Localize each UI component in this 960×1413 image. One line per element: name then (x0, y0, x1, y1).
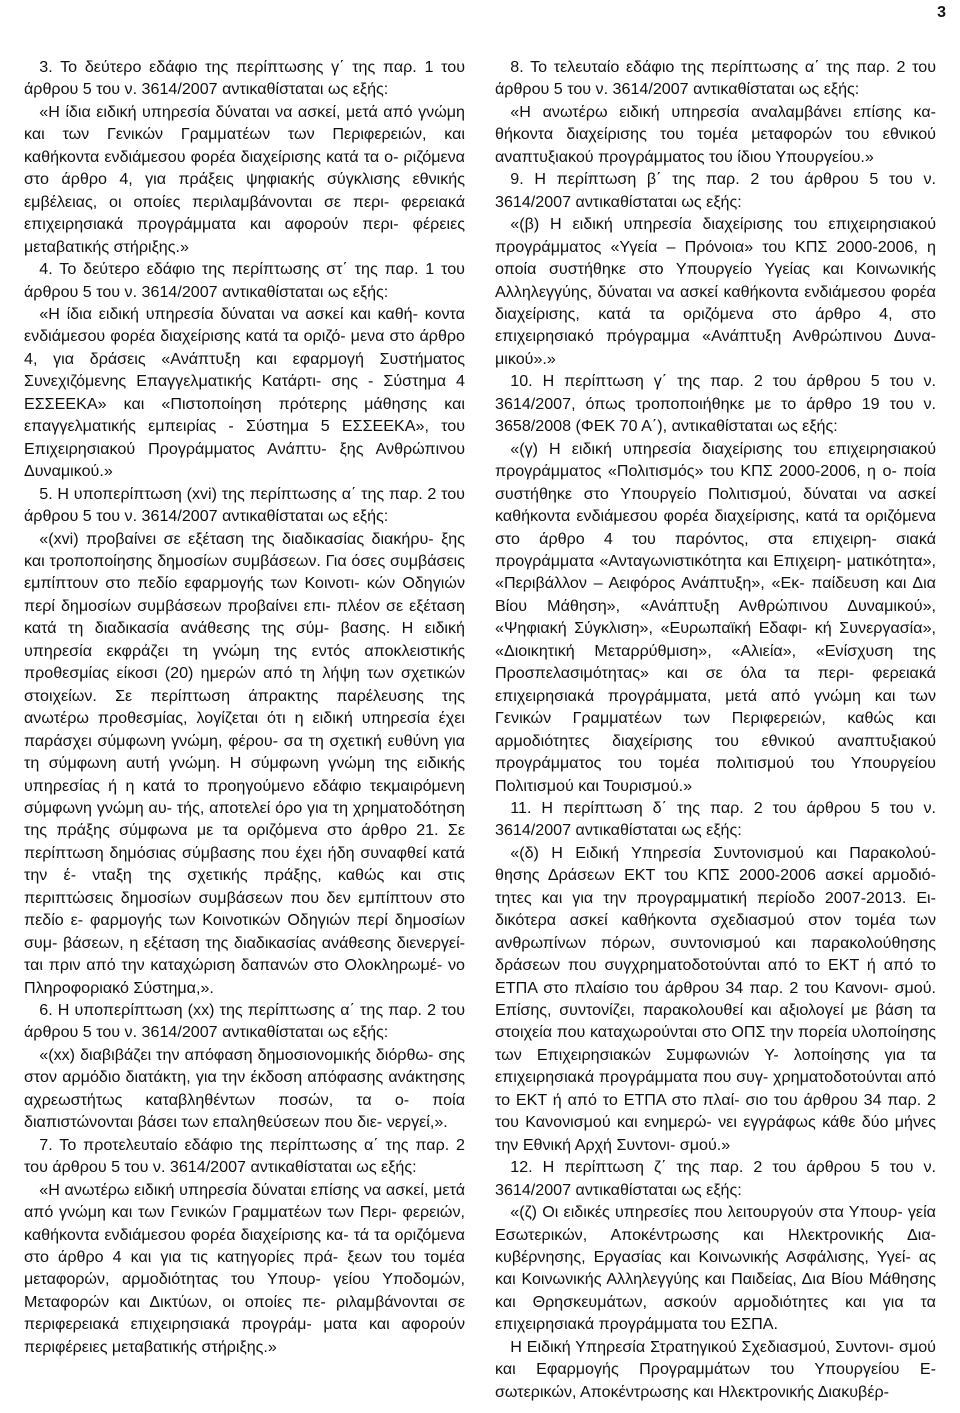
paragraph: 7. Το προτελευταίο εδάφιο της περίπτωσης α΄ της παρ. 2 του άρθρου 5 του ν. 3614/2007 αντικαθίσταται ως εξής: (24, 1135, 465, 1177)
paragraph: «(xvi) προβαίνει σε εξέταση της διαδικασίας διακήρυ- ξης και τροποποίησης δημοσίων συμβάσεων. Για όσες συμβάσεις εμπίπτουν στο πεδίο εφαρμογής των Κοινοτι- κών Οδηγιών περί δημοσίων συμβάσεων προβαίνει επι- πλέον σε εξέταση κατά τη διαδικασία ανάθεσης της σύμ- βασης. Η ειδική υπηρεσία εκφράζει τη γνώμη της εντός αποκλειστικής προθεσμίας είκοσι (20) ημερών από τη λήψη των σχετικών στοιχείων. Σε περίπτωση άπρακτης παρέλευσης της ανωτέρω προθεσμίας, λογίζεται ότι η ειδική υπηρεσία έχει παράσχει σύμφωνη γνώμη, φέρου- σα τη σχετική ευθύνη για τη σύμφωνη αυτή γνώμη. Η σύμφωνη γνώμη της ειδικής υπηρεσίας ή η κατά το προηγούμενο εδάφιο τεκμαιρόμενη σύμφωνη γνώμη αυ- τής, αποτελεί όρο για τη χρηματοδότηση της πράξης σύμφωνα με τα οριζόμενα στο άρθρο 21. Σε περίπτωση δημόσιας σύμβασης που έχει ήδη συναφθεί κατά την έ- νταξη της σχετικής πράξης, καθώς και στις περιπτώσεις δημοσίων συμβάσεων που δεν εμπίπτουν στο πεδίο ε- φαρμογής των Κοινοτικών Οδηγιών περί δημοσίων συμ- βάσεων, η εξέταση της διαδικασίας ανάθεσης διενεργεί- ται πριν από την καταχώριση δαπανών στο Ολοκληρωμέ- νο Πληροφοριακό Σύστημα,». (24, 529, 465, 997)
paragraph: «Η ίδια ειδική υπηρεσία δύναται να ασκεί, μετά από γνώμη και των Γενικών Γραμματέων των Περιφερειών, και καθήκοντα ενδιάμεσου φορέα διαχείρισης κατά τα ο- ριζόμενα στο άρθρο 4, για πράξεις ψηφιακής σύγκλισης εθνικής εμβέλειας, οι οποίες περιλαμβάνονται σε περι- φερειακά επιχειρησιακά προγράμματα και αφορούν περι- φέρειες μεταβατικής στήριξης.» (24, 102, 465, 256)
paragraph: 5. Η υποπερίπτωση (xvi) της περίπτωσης α΄ της παρ. 2 του άρθρου 5 του ν. 3614/2007 αντικαθίσταται ως εξής: (24, 484, 465, 526)
left-column (24, 56, 465, 1403)
paragraph: «(γ) Η ειδική υπηρεσία διαχείρισης του επιχειρησιακού προγράμματος «Πολιτισμός» του ΚΠΣ 2000-2006, η ο- ποία συστήθηκε στο Υπουργείο Πολιτισμού, δύναται να ασκεί καθήκοντα ενδιάμεσου φορέα διαχείρισης, κατά τα οριζόμενα στο άρθρο 4 του παρόντος, στα επιχειρη- σιακά προγράμματα «Ανταγωνιστικότητα και Επιχειρη- ματικότητα», «Περιβάλλον – Αειφόρος Ανάπτυξη», «Εκ- παίδευση και Δια Βίου Μάθηση», «Ανάπτυξη Ανθρώπινου Δυναμικού», «Ψηφιακή Σύγκλιση», «Ευρωπαϊκή Εδαφι- κή Συνεργασία», «Διοικητική Μεταρρύθμιση», «Αλιεία», «Ενίσχυση της Προσπελασιμότητας» και σε όλα τα περι- φερειακά επιχειρησιακά προγράμματα, μετά από γνώμη και των Γενικών Γραμματέων των Περιφερειών, καθώς και αρμοδιότητες διαχείρισης του εθνικού αναπτυξιακού προγράμματος του τομέα πολιτισμού του Υπουργείου Πολιτισμού και Τουρισμού.» (495, 439, 936, 795)
paragraph: 11. Η περίπτωση δ΄ της παρ. 2 του άρθρου 5 του ν. 3614/2007 αντικαθίσταται ως εξής: (495, 798, 936, 840)
paragraph: 12. Η περίπτωση ζ΄ της παρ. 2 του άρθρου 5 του ν. 3614/2007 αντικαθίσταται ως εξής: (495, 1158, 936, 1199)
paragraph: «Η ανωτέρω ειδική υπηρεσία δύναται επίσης να ασκεί, μετά από γνώμη και των Γενικών Γραμματέων των Περι- φερειών, καθήκοντα ενδιάμεσου φορέα διαχείρισης κα- τά τα οριζόμενα στο άρθρο 4 και για τις κατηγορίες πρά- ξεων του τομέα μεταφορών, αρμοδιότητας του Υπουρ- γείου Υποδομών, Μεταφορών και Δικτύων, οι οποίες πε- ριλαμβάνονται σε περιφερειακά επιχειρησιακά προγράμ- ματα και αφορούν περιφέρειες μεταβατικής στήριξης.» (24, 1180, 465, 1356)
paragraph: 4. Το δεύτερο εδάφιο της περίπτωσης στ΄ της παρ. 1 του άρθρου 5 του ν. 3614/2007 αντικαθίσταται ως εξής: (24, 260, 465, 301)
paragraph: 10. Η περίπτωση γ΄ της παρ. 2 του άρθρου 5 του ν. 3614/2007, όπως τροποποιήθηκε με το άρθρο 19 του ν. 3658/2008 (ΦΕΚ 70 Α΄), αντικαθίσταται ως εξής: (495, 372, 936, 436)
paragraph: Η Ειδική Υπηρεσία Στρατηγικού Σχεδιασμού, Συντονι- σμού και Εφαρμογής Προγραμμάτων του Υπουργείου Ε- σωτερικών, Αποκέντρωσης και Ηλεκτρονικής Διακυβέρ- (495, 1337, 936, 1401)
paragraph: «(xx) διαβιβάζει την απόφαση δημοσιονομικής διόρθω- σης στον αρμόδιο διατάκτη, για την έκδοση απόφασης ανάκτησης αχρεωστήτως καταβληθέντων ποσών, τα ο- ποία διαπιστώνονται βάσει των επαληθεύσεων που διε- νεργεί,». (24, 1045, 465, 1132)
paragraph: 8. Το τελευταίο εδάφιο της περίπτωσης α΄ της παρ. 2 του άρθρου 5 του ν. 3614/2007 αντικαθίσταται ως εξής: (495, 58, 936, 99)
paragraph: «Η ανωτέρω ειδική υπηρεσία αναλαμβάνει επίσης κα- θήκοντα διαχείρισης του τομέα μεταφορών του εθνικού αναπτυξιακού προγράμματος του ίδιου Υπουργείου.» (495, 102, 936, 166)
paragraph: «(ζ) Οι ειδικές υπηρεσίες που λειτουργούν στα Υπουρ- γεία Εσωτερικών, Αποκέντρωσης και Ηλεκτρονικής Δια- κυβέρνησης, Εργασίας και Κοινωνικής Ασφάλισης, Υγεί- ας και Κοινωνικής Αλληλεγγύης και Παιδείας, Δια Βίου Μάθησης και Θρησκευμάτων, ασκούν αρμοδιότητες και για τα επιχειρησιακά προγράμματα του ΕΣΠΑ. (495, 1203, 936, 1334)
paragraph: «Η ίδια ειδική υπηρεσία δύναται να ασκεί και καθή- κοντα ενδιάμεσου φορέα διαχείρισης κατά τα οριζό- μενα στο άρθρο 4, για δράσεις «Ανάπτυξη και εφαρμογή Συστήματος Συνεχιζόμενης Επαγγελματικής Κατάρτι- σης - Σύστημα 4 ΕΣΣΕΕΚΑ» και «Πιστοποίηση πρότερης μάθησης και επαγγελματικής εμπειρίας - Σύστημα 5 ΕΣΣΕΕΚΑ», του Επιχειρησιακού Προγράμματος Ανάπτυ- ξης Ανθρώπινου Δυναμικού.» (24, 304, 465, 481)
page-number: 3 (937, 4, 946, 21)
document-body (24, 56, 936, 1403)
paragraph: «(β) Η ειδική υπηρεσία διαχείρισης του επιχειρησιακού προγράμματος «Υγεία – Πρόνοια» του ΚΠΣ 2000-2006, η οποία συστήθηκε στο Υπουργείο Υγείας και Κοινωνικής Αλληλεγγύης, δύναται να ασκεί καθήκοντα ενδιάμεσου φορέα διαχείρισης, κατά τα οριζόμενα στο άρθρο 4, στο επιχειρησιακό πρόγραμμα «Ανάπτυξη Ανθρώπινου Δυνα- μικού».» (495, 215, 936, 368)
paragraph: 6. Η υποπερίπτωση (xx) της περίπτωσης α΄ της παρ. 2 του άρθρου 5 του ν. 3614/2007 αντικαθίσταται ως εξής: (24, 1001, 465, 1042)
paragraph: 3. Το δεύτερο εδάφιο της περίπτωσης γ΄ της παρ. 1 του άρθρου 5 του ν. 3614/2007 αντικαθίσταται ως εξής: (24, 58, 465, 99)
right-column (495, 56, 936, 1403)
paragraph: 9. Η περίπτωση β΄ της παρ. 2 του άρθρου 5 του ν. 3614/2007 αντικαθίσταται ως εξής: (495, 170, 936, 211)
paragraph: «(δ) Η Ειδική Υπηρεσία Συντονισμού και Παρακολού- θησης Δράσεων ΕΚΤ του ΚΠΣ 2000-2006 ασκεί αρμοδιό- τητες και για την προγραμματική περίοδο 2007-2013. Ει- δικότερα ασκεί καθήκοντα σχεδιασμού στον τομέα των ανθρωπίνων πόρων, συντονισμού και παρακολούθησης δράσεων που συγχρηματοδοτούνται από το ΕΚΤ ή από το ΕΤΠΑ στο πλαίσιο του άρθρου 34 παρ. 2 του Κανονι- σμού. Επίσης, συντονίζει, παρακολουθεί και αξιολογεί με βάση τα στοιχεία που καταχωρούνται στο ΟΠΣ την πορεία υλοποίησης των Επιχειρησιακών Συμφωνιών Υ- λοποίησης για τα επιχειρησιακά προγράμματα που συγ- χρηματοδοτούνται από το ΕΚΤ ή από το ΕΤΠΑ στο πλαί- σιο του άρθρου 34 παρ. 2 του Κανονισμού και ενημερώ- νει εγγράφως κάθε δύο μήνες την Εθνική Αρχή Συντονι- σμού.» (495, 843, 936, 1154)
